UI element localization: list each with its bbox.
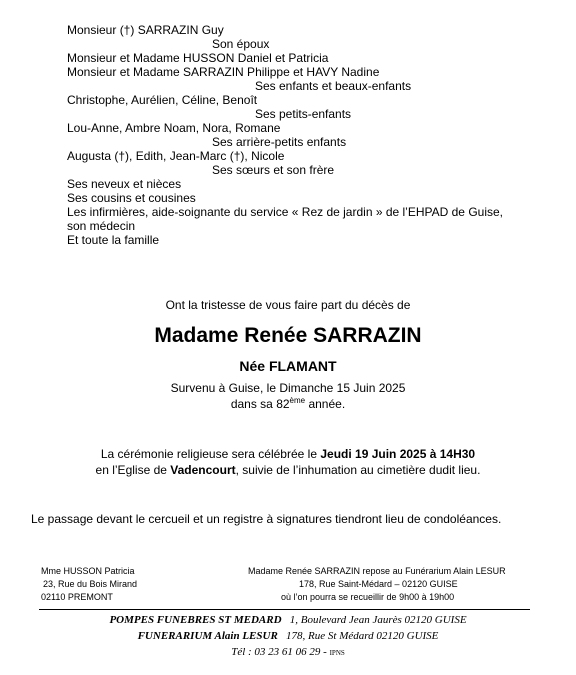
- age-superscript: ème: [289, 396, 306, 405]
- age-text: dans sa 82: [230, 397, 290, 411]
- footer-phone: [0, 645, 576, 660]
- footer-funerarium-name: FUNERARIUM Alain LESUR: [137, 630, 278, 642]
- family-line: Augusta (†), Edith, Jean-Marc (†), Nicole: [67, 149, 285, 163]
- family-line: Monsieur (†) SARRAZIN Guy: [67, 23, 224, 37]
- age-line: [0, 397, 576, 411]
- footer-funerarium-address: 178, Rue St Médard 02120 GUISE: [286, 630, 439, 642]
- family-relation: Ses arrière-petits enfants: [212, 135, 347, 149]
- footer-ipns: IPNS: [329, 649, 345, 657]
- contact-right-line: Madame Renée SARRAZIN repose au Funérarium Alain LESUR: [248, 566, 506, 576]
- family-line: Et toute la famille: [67, 233, 160, 247]
- footer-company-address: 1, Boulevard Jean Jaurès 02120 GUISE: [289, 614, 467, 626]
- family-line: Les infirmières, aide-soignante du service « Rez de jardin » de l’EHPAD de Guise,: [67, 205, 503, 219]
- family-relation: Son époux: [212, 37, 270, 51]
- condolences-note: Le passage devant le cercueil et un registre à signatures tiendront lieu de condoléances.: [31, 512, 502, 526]
- ceremony-text: en l’Eglise de: [95, 463, 171, 477]
- ceremony-place: Vadencourt: [170, 463, 236, 477]
- footer-pompes-funebres: [0, 613, 576, 627]
- family-line: Ses neveux et nièces: [67, 177, 182, 191]
- death-notice: Survenu à Guise, le Dimanche 15 Juin 2025: [170, 381, 406, 395]
- family-line: Lou-Anne, Ambre Noam, Nora, Romane: [67, 121, 281, 135]
- family-relation: Ses sœurs et son frère: [212, 163, 335, 177]
- family-line: Ses cousins et cousines: [67, 191, 196, 205]
- contact-left-city: 02110 PREMONT: [41, 592, 113, 602]
- maiden-name: Née FLAMANT: [239, 358, 337, 374]
- ceremony-text: La cérémonie religieuse sera célébrée le: [100, 447, 321, 461]
- family-relation: Ses enfants et beaux-enfants: [255, 79, 412, 93]
- ceremony-text: , suivie de l’inhumation au cimetière dudit lieu.: [235, 463, 481, 477]
- footer-funerarium: [0, 629, 576, 643]
- family-line: son médecin: [67, 219, 136, 233]
- family-line: Christophe, Aurélien, Céline, Benoît: [67, 93, 258, 107]
- announcement-intro: Ont la tristesse de vous faire part du décès de: [165, 298, 411, 312]
- contact-right-line: où l’on pourra se recueillir de 9h00 à 19h00: [281, 592, 455, 602]
- footer-company-name: POMPES FUNEBRES ST MEDARD: [109, 614, 282, 626]
- ceremony-line-2: [0, 463, 576, 477]
- ceremony-line-1: [0, 447, 576, 461]
- age-suffix: année.: [305, 397, 346, 411]
- footer-phone-number: Tél : 03 23 61 06 29 -: [231, 646, 327, 658]
- ceremony-date: Jeudi 19 Juin 2025 à 14H30: [320, 447, 476, 461]
- contact-right-line: 178, Rue Saint-Médard – 02120 GUISE: [299, 579, 458, 589]
- family-relation: Ses petits-enfants: [255, 107, 352, 121]
- deceased-name: Madame Renée SARRAZIN: [154, 324, 422, 347]
- family-line: Monsieur et Madame SARRAZIN Philippe et HAVY Nadine: [67, 65, 380, 79]
- footer-divider: [39, 609, 530, 610]
- contact-left-name: Mme HUSSON Patricia: [41, 566, 135, 576]
- family-line: Monsieur et Madame HUSSON Daniel et Patricia: [67, 51, 329, 65]
- contact-left-street: 23, Rue du Bois Mirand: [43, 579, 138, 589]
